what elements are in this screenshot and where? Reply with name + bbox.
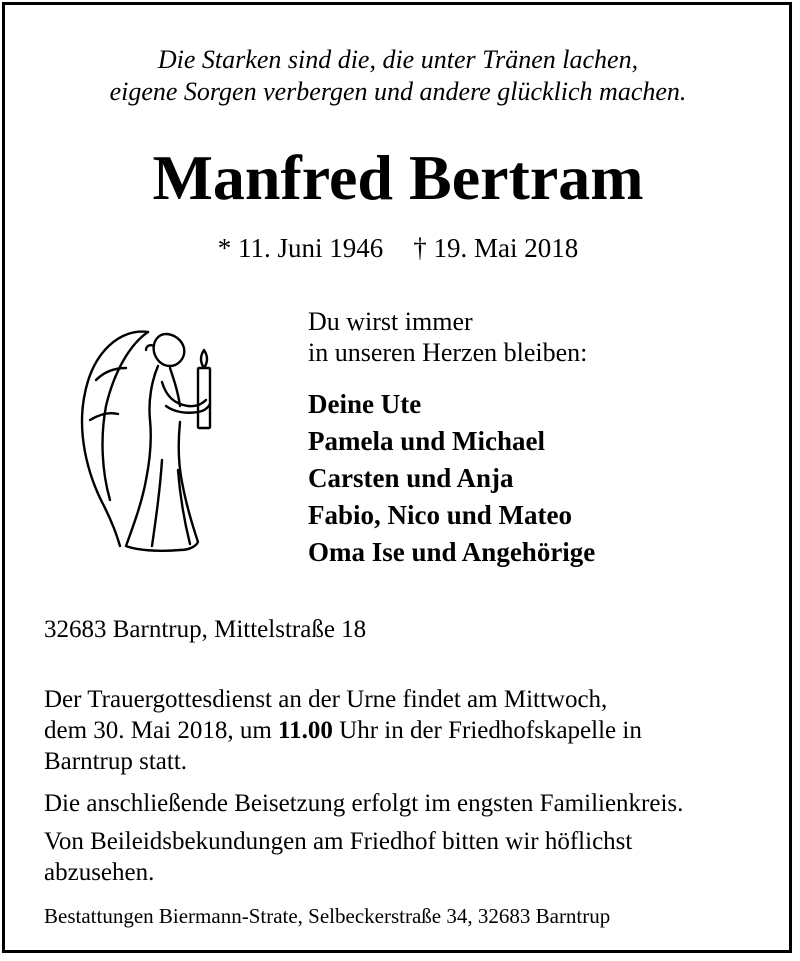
mourner: Fabio, Nico und Mateo — [308, 500, 573, 530]
tribute-intro — [308, 306, 587, 368]
tribute-line-2: in unseren Herzen bleiben: — [308, 338, 588, 367]
condolences-note — [44, 826, 632, 888]
death-date: † 19. Mai 2018 — [413, 233, 579, 263]
funeral-home: Bestattungen Biermann-Strate, Selbeckerstraße 34, 32683 Barntrup — [44, 904, 611, 928]
birth-date: * 11. Juni 1946 — [217, 233, 384, 263]
family-address: 32683 Barntrup, Mittelstraße 18 — [44, 616, 367, 643]
mourner: Oma Ise und Angehörige — [308, 537, 596, 567]
condolences-line-1: Von Beileidsbekundungen am Friedhof bitten wir höflichst — [44, 828, 633, 855]
mourner: Deine Ute — [308, 389, 422, 419]
service-line-3: Barntrup statt. — [44, 748, 188, 775]
service-place-text: Uhr in der Friedhofskapelle in — [332, 717, 642, 744]
mourner: Carsten und Anja — [308, 463, 514, 493]
mourner: Pamela und Michael — [308, 426, 545, 456]
service-line-1: Der Trauergottesdienst an der Urne findet am Mittwoch, — [44, 686, 608, 713]
condolences-line-2: abzusehen. — [44, 859, 155, 886]
angel-with-candle-icon — [70, 310, 230, 570]
burial-line: Die anschließende Beisetzung erfolgt im engsten Familienkreis. — [44, 790, 684, 817]
service-line-2 — [44, 715, 642, 746]
quote — [0, 44, 796, 108]
service-time: 11.00 — [278, 717, 333, 744]
burial-info — [44, 788, 683, 819]
tribute-line-1: Du wirst immer — [308, 307, 473, 336]
quote-line-1: Die Starken sind die, die unter Tränen lachen, — [157, 45, 639, 74]
life-dates — [0, 230, 796, 266]
mourners-list — [308, 386, 595, 571]
deceased-name: Manfred Bertram — [152, 142, 644, 213]
quote-line-2: eigene Sorgen verbergen und andere glücklich machen. — [109, 77, 687, 106]
service-info — [44, 684, 642, 777]
service-date-text: dem 30. Mai 2018, um — [44, 717, 279, 744]
